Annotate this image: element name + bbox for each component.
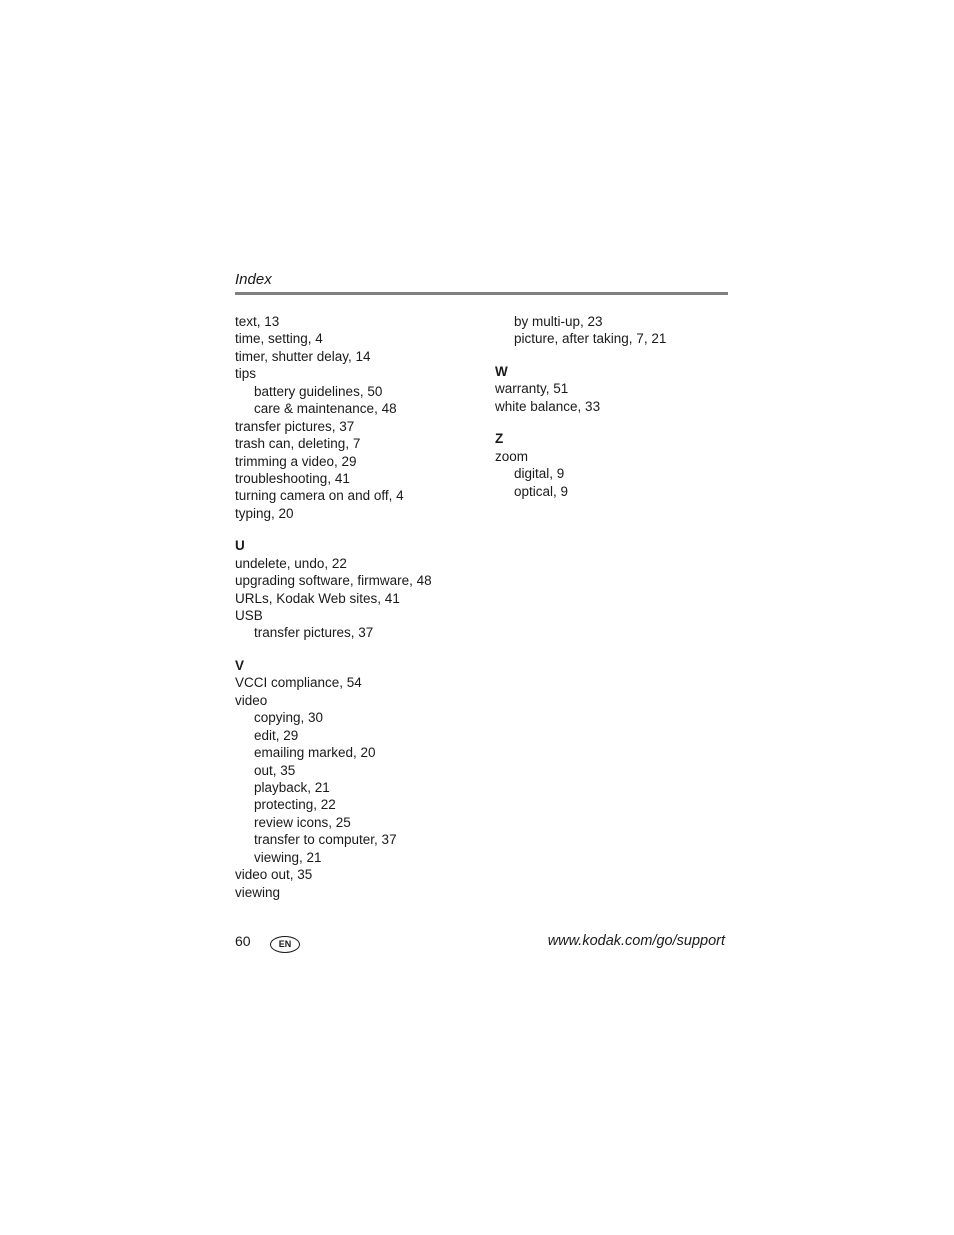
- index-subentry: transfer pictures, 37: [254, 625, 374, 641]
- index-subentry: battery guidelines, 50: [254, 383, 383, 399]
- index-section-letter: Z: [495, 431, 504, 447]
- language-badge: EN: [270, 936, 300, 953]
- index-subentry: digital, 9: [514, 466, 565, 482]
- index-entry: typing, 20: [235, 505, 294, 521]
- index-subentry: playback, 21: [254, 779, 330, 795]
- page-title: Index: [235, 271, 272, 288]
- index-subentry: protecting, 22: [254, 797, 336, 813]
- index-entry: tips: [235, 366, 257, 382]
- support-url[interactable]: www.kodak.com/go/support: [547, 933, 725, 949]
- index-column-right: [495, 313, 728, 500]
- index-subentry: viewing, 21: [254, 849, 322, 865]
- index-entry: time, setting, 4: [235, 331, 323, 347]
- index-subentry: review icons, 25: [254, 814, 351, 830]
- index-subentry: emailing marked, 20: [254, 745, 376, 761]
- index-subentry: optical, 9: [514, 483, 569, 499]
- index-entry: troubleshooting, 41: [235, 470, 350, 486]
- index-entry: video out, 35: [235, 867, 313, 883]
- index-entry: text, 13: [235, 314, 280, 329]
- index-entry: warranty, 51: [495, 381, 569, 397]
- index-entry: video: [235, 692, 268, 708]
- index-entry: turning camera on and off, 4: [235, 488, 404, 504]
- index-entry: upgrading software, firmware, 48: [235, 573, 432, 589]
- index-entry: URLs, Kodak Web sites, 41: [235, 590, 400, 606]
- page-number: 60: [235, 933, 251, 949]
- index-entry: undelete, undo, 22: [235, 555, 347, 571]
- section-spacer: [235, 522, 485, 537]
- index-entry: transfer pictures, 37: [235, 418, 355, 434]
- section-spacer: [235, 642, 485, 657]
- index-entry: timer, shutter delay, 14: [235, 348, 371, 364]
- index-entry: white balance, 33: [495, 398, 601, 414]
- index-section-letter: U: [235, 538, 245, 554]
- index-column-left: [235, 313, 485, 901]
- index-subentry: copying, 30: [254, 710, 324, 726]
- index-entry: USB: [235, 608, 263, 623]
- index-entry: VCCI compliance, 54: [235, 675, 362, 691]
- index-subentry: transfer to computer, 37: [254, 832, 397, 848]
- index-entry: viewing: [235, 884, 281, 900]
- index-entry: trash can, deleting, 7: [235, 436, 361, 452]
- index-section-letter: V: [235, 657, 245, 673]
- index-subentry: edit, 29: [254, 727, 299, 743]
- index-entry: trimming a video, 29: [235, 453, 357, 469]
- index-subentry: by multi-up, 23: [514, 314, 603, 329]
- header-divider: [235, 292, 728, 295]
- index-subentry: picture, after taking, 7, 21: [514, 331, 667, 347]
- section-spacer: [495, 415, 728, 430]
- section-spacer: [495, 348, 728, 363]
- index-subentry: out, 35: [254, 762, 296, 778]
- index-section-letter: W: [495, 363, 508, 379]
- index-subentry: care & maintenance, 48: [254, 401, 397, 417]
- index-entry: zoom: [495, 448, 529, 464]
